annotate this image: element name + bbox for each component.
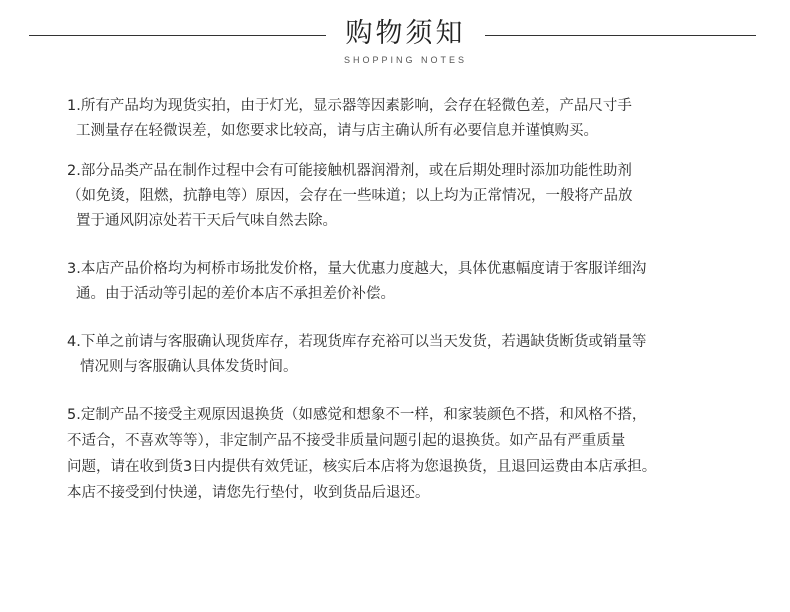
note-5-line-3: 问题，请在收到货3日内提供有效凭证，核实后本店将为您退换货，且退回运费由本店承担。 xyxy=(67,459,657,475)
note-3-line-2: 通。由于活动等引起的差价本店不承担差价补偿。 xyxy=(76,286,395,302)
page-subtitle: SHOPPING NOTES xyxy=(343,55,467,65)
note-5-line-4: 本店不接受到付快递，请您先行垫付，收到货品后退还。 xyxy=(67,485,430,501)
note-4-line-1: 4.下单之前请与客服确认现货库存，若现货库存充裕可以当天发货，若遇缺货断货或销量等 xyxy=(67,334,647,350)
page-title: 购物须知 xyxy=(345,18,466,49)
note-5-line-2: 不适合，不喜欢等等），非定制产品不接受非质量问题引起的退换货。如产品有严重质量 xyxy=(67,433,626,449)
note-2-line-2: （如免烫，阻燃，抗静电等）原因，会存在一些味道；以上均为正常情况，一般将产品放 xyxy=(67,188,633,204)
note-2-line-1: 2.部分品类产品在制作过程中会有可能接触机器润滑剂，或在后期处理时添加功能性助剂 xyxy=(67,163,632,179)
note-4-line-2: 情况则与客服确认具体发货时间。 xyxy=(80,359,298,375)
note-2-line-3: 置于通风阴凉处若干天后气味自然去除。 xyxy=(76,213,337,229)
note-3-line-1: 3.本店产品价格均为柯桥市场批发价格，量大优惠力度越大，具体优惠幅度请于客服详细沟 xyxy=(67,261,647,277)
header-rule-left xyxy=(29,35,326,36)
note-1-line-2: 工测量存在轻微误差，如您要求比较高，请与店主确认所有必要信息并谨慎购买。 xyxy=(76,123,598,139)
header-rule-right xyxy=(485,35,756,36)
note-1-line-1: 1.所有产品均为现货实拍，由于灯光，显示器等因素影响，会存在轻微色差，产品尺寸手 xyxy=(67,98,632,114)
note-5-line-1: 5.定制产品不接受主观原因退换货（如感觉和想象不一样，和家装颜色不搭，和风格不搭， xyxy=(67,407,647,423)
